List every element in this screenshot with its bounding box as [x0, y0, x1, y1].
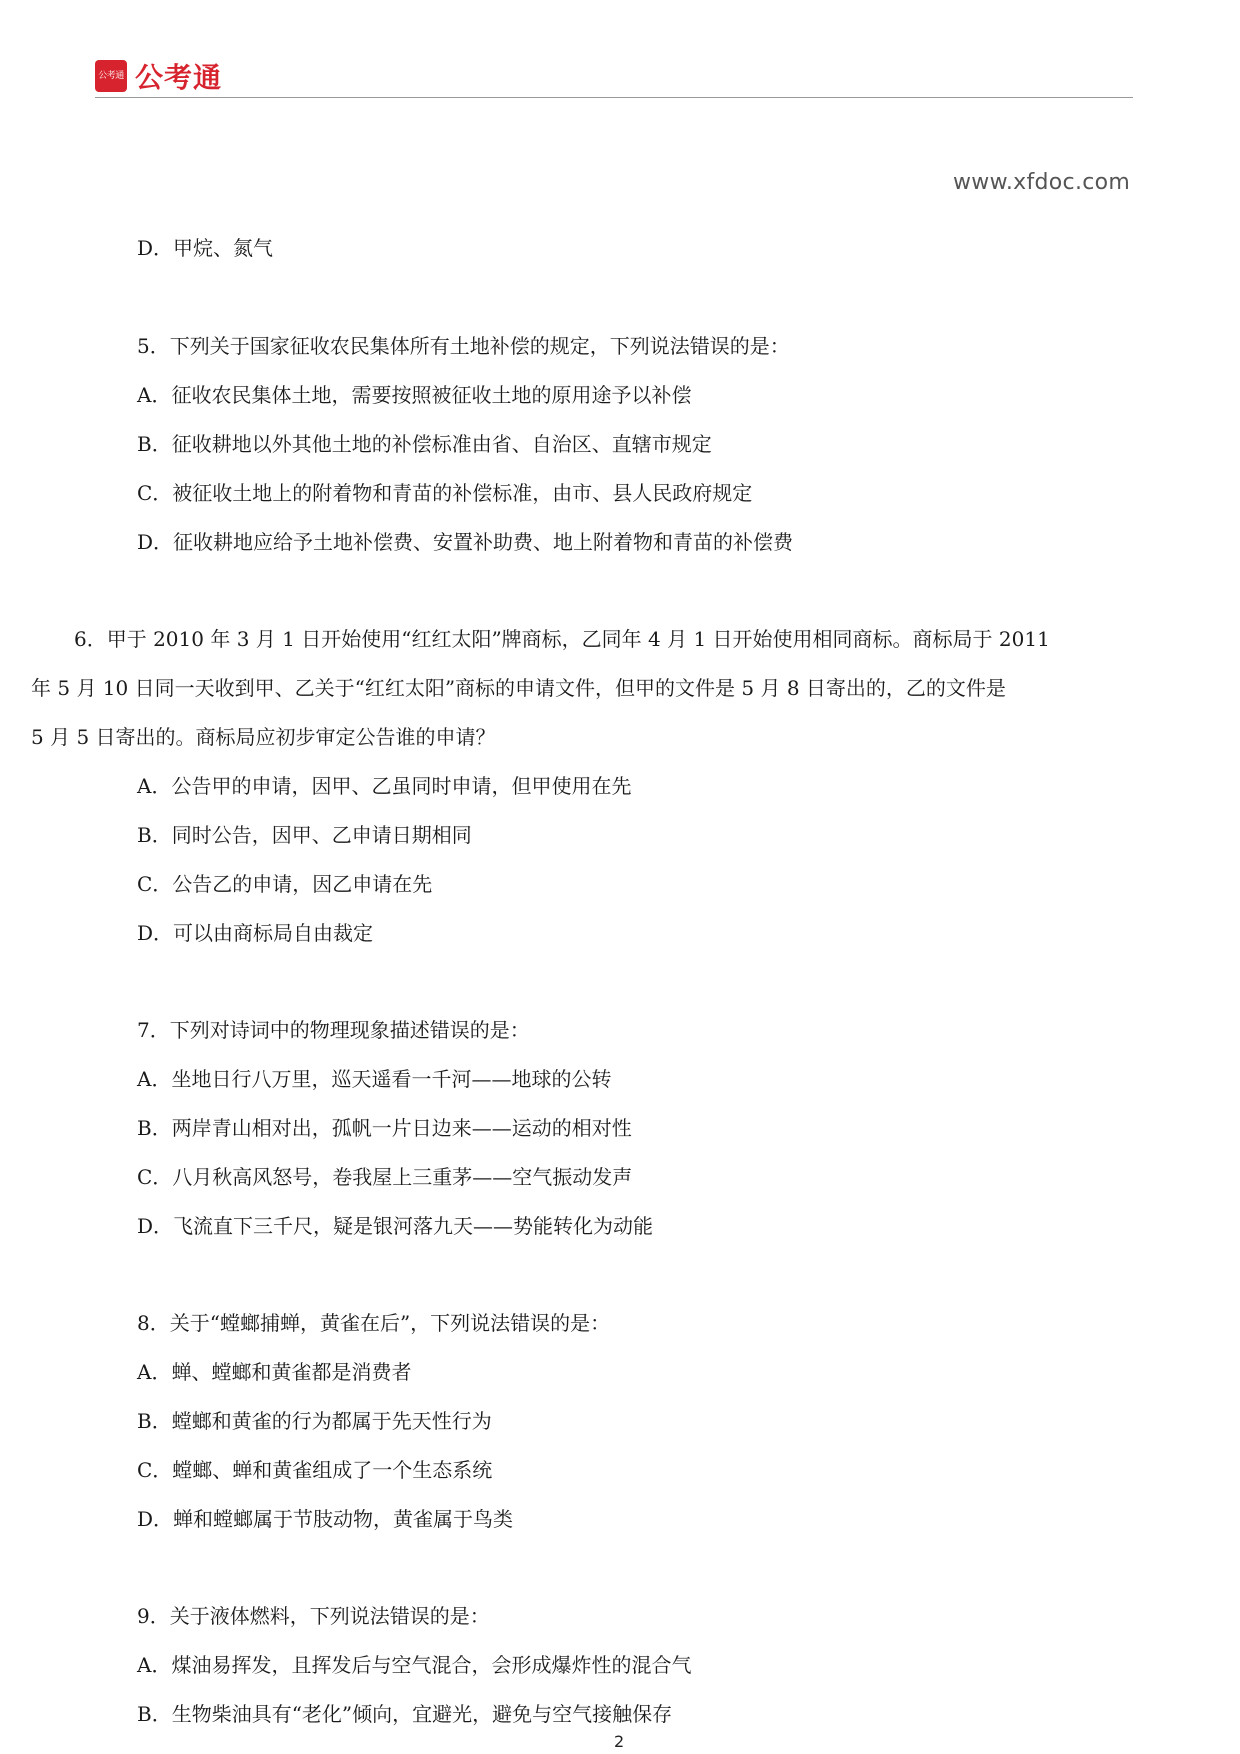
q8-option-d: D．蝉和螳螂属于节肢动物，黄雀属于鸟类: [137, 1507, 514, 1531]
q6-option-c: C．公告乙的申请，因乙申请在先: [137, 872, 433, 896]
q6-stem-line-2: 年 5 月 10 日同一天收到甲、乙关于“红红太阳”商标的申请文件，但甲的文件是 5 月 8 日寄出的，乙的文件是: [31, 676, 1006, 700]
q4-option-d: D．甲烷、氮气: [137, 236, 274, 260]
q8-option-a: A．蝉、螳螂和黄雀都是消费者: [137, 1360, 412, 1384]
q6-option-d: D．可以由商标局自由裁定: [137, 921, 374, 945]
source-watermark: www.xfdoc.com: [953, 170, 1131, 195]
brand-logo-icon: 公考通: [95, 60, 127, 92]
q6-option-b: B．同时公告，因甲、乙申请日期相同: [137, 823, 472, 847]
q6-option-a: A．公告甲的申请，因甲、乙虽同时申请，但甲使用在先: [137, 774, 632, 798]
q6-stem-line-3: 5 月 5 日寄出的。商标局应初步审定公告谁的申请？: [31, 725, 496, 749]
q9-option-a: A．煤油易挥发，且挥发后与空气混合，会形成爆炸性的混合气: [137, 1653, 692, 1677]
q8-stem: 8．关于“螳螂捕蝉，黄雀在后”，下列说法错误的是：: [137, 1311, 611, 1335]
q7-option-b: B．两岸青山相对出，孤帆一片日边来——运动的相对性: [137, 1116, 632, 1140]
q5-option-d: D．征收耕地应给予土地补偿费、安置补助费、地上附着物和青苗的补偿费: [137, 530, 794, 554]
q8-option-c: C．螳螂、蝉和黄雀组成了一个生态系统: [137, 1458, 493, 1482]
q9-stem: 9．关于液体燃料，下列说法错误的是：: [137, 1604, 490, 1628]
q7-stem: 7．下列对诗词中的物理现象描述错误的是：: [137, 1018, 530, 1042]
q7-option-a: A．坐地日行八万里，巡天遥看一千河——地球的公转: [137, 1067, 612, 1091]
q5-option-c: C．被征收土地上的附着物和青苗的补偿标准，由市、县人民政府规定: [137, 481, 753, 505]
brand-logo-text: 公考通: [135, 61, 223, 94]
q9-option-b: B．生物柴油具有“老化”倾向，宜避光，避免与空气接触保存: [137, 1702, 673, 1726]
q5-stem: 5．下列关于国家征收农民集体所有土地补偿的规定，下列说法错误的是：: [137, 334, 790, 358]
q5-option-b: B．征收耕地以外其他土地的补偿标准由省、自治区、直辖市规定: [137, 432, 712, 456]
q6-stem-line-1: 6．甲于 2010 年 3 月 1 日开始使用“红红太阳”牌商标，乙同年 4 月 1 日开始使用相同商标。商标局于 2011: [74, 627, 1050, 651]
header-divider: [95, 97, 1133, 98]
q8-option-b: B．螳螂和黄雀的行为都属于先天性行为: [137, 1409, 492, 1433]
header-logo: [95, 58, 222, 94]
page-number: 2: [614, 1732, 625, 1751]
q7-option-d: D．飞流直下三千尺，疑是银河落九天——势能转化为动能: [137, 1214, 654, 1238]
q7-option-c: C．八月秋高风怒号，卷我屋上三重茅——空气振动发声: [137, 1165, 633, 1189]
q5-option-a: A．征收农民集体土地，需要按照被征收土地的原用途予以补偿: [137, 383, 692, 407]
